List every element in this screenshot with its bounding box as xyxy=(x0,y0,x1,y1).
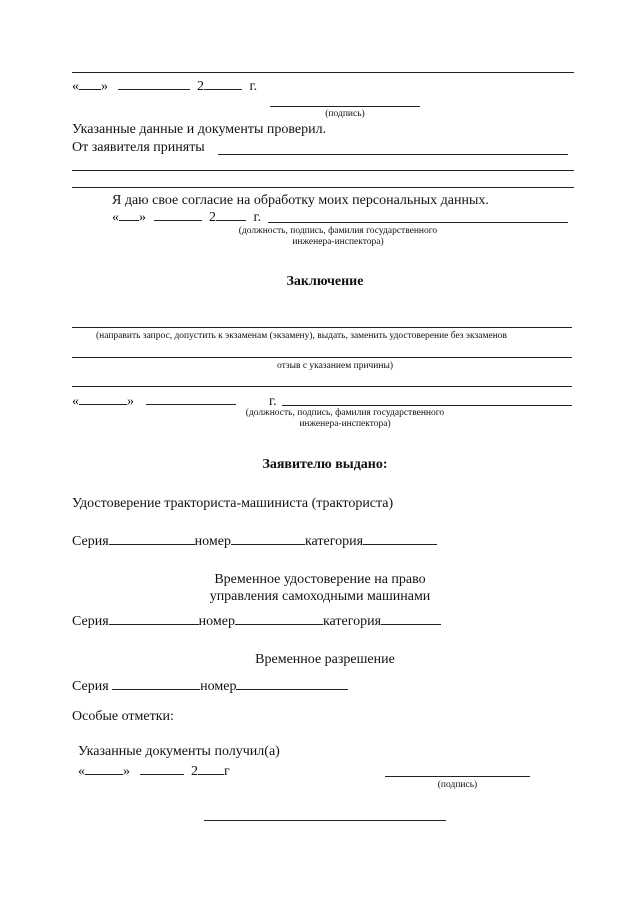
day-blank[interactable] xyxy=(119,208,139,221)
day-blank[interactable] xyxy=(85,762,123,775)
consent-caption-2: инженера-инспектора) xyxy=(292,237,384,247)
receipt-date-row xyxy=(78,762,230,780)
month-blank[interactable] xyxy=(146,392,236,405)
year-blank[interactable] xyxy=(216,208,246,221)
received-text: Указанные документы получил(а) xyxy=(78,744,280,759)
date-close-quote: » xyxy=(139,210,146,225)
date-open-quote: « xyxy=(72,79,79,94)
temp-cert-line-1: Временное удостоверение на право xyxy=(214,572,426,587)
checked-text: Указанные данные и документы проверил. xyxy=(72,122,327,137)
month-blank[interactable] xyxy=(154,208,202,221)
year-prefix: 2 xyxy=(209,210,216,225)
number-label: номер xyxy=(198,614,235,629)
special-notes-label: Особые отметки: xyxy=(72,709,174,724)
year-suffix: г. xyxy=(249,79,258,94)
number-label: номер xyxy=(194,534,231,549)
temp-permit-fields xyxy=(72,677,348,695)
date-open-quote: « xyxy=(78,764,85,779)
accepted-line[interactable] xyxy=(218,154,568,155)
conclusion-heading: Заключение xyxy=(286,274,364,289)
signature-caption-top: (подпись) xyxy=(325,109,365,119)
number-blank[interactable] xyxy=(235,612,323,625)
series-label: Серия xyxy=(72,534,109,549)
number-label: номер xyxy=(200,679,237,694)
day-blank[interactable] xyxy=(79,392,127,405)
conclusion-sig-caption-1: (должность, подпись, фамилия государственного xyxy=(245,408,445,418)
date-close-quote: » xyxy=(101,79,108,94)
date-close-quote: » xyxy=(123,764,130,779)
date-open-quote: « xyxy=(112,210,119,225)
series-blank[interactable] xyxy=(112,677,200,690)
year-suffix: г. xyxy=(253,210,262,225)
accepted-line-3[interactable] xyxy=(72,187,574,188)
category-label: категория xyxy=(304,534,364,549)
receipt-signature-line[interactable] xyxy=(385,776,530,777)
year-suffix: г. xyxy=(269,394,277,409)
year-prefix: 2 xyxy=(191,764,198,779)
temp-cert-fields xyxy=(72,612,441,630)
conclusion-sig-caption-2: инженера-инспектора) xyxy=(299,419,391,429)
category-blank[interactable] xyxy=(381,612,441,625)
signature-line-top xyxy=(270,106,420,107)
tractor-cert-label: Удостоверение тракториста-машиниста (тракториста) xyxy=(72,496,394,511)
temp-permit-label: Временное разрешение xyxy=(255,652,395,667)
consent-caption-1: (должность, подпись, фамилия государственного xyxy=(238,226,438,236)
date-close-quote: » xyxy=(127,394,134,409)
series-blank[interactable] xyxy=(109,532,195,545)
accepted-line-2[interactable] xyxy=(72,170,574,171)
number-blank[interactable] xyxy=(231,532,305,545)
conclusion-signature-line[interactable] xyxy=(282,405,572,406)
category-blank[interactable] xyxy=(363,532,437,545)
top-date-row xyxy=(72,77,257,95)
conclusion-line-1[interactable] xyxy=(72,327,572,328)
top-rule xyxy=(72,72,574,73)
month-blank[interactable] xyxy=(140,762,184,775)
number-blank[interactable] xyxy=(236,677,348,690)
consent-date-row xyxy=(112,208,261,226)
bottom-line[interactable] xyxy=(204,820,446,821)
conclusion-line-2[interactable] xyxy=(72,357,572,358)
year-blank[interactable] xyxy=(204,77,242,90)
series-label: Серия xyxy=(72,614,109,629)
month-blank[interactable] xyxy=(118,77,190,90)
receipt-signature-caption: (подпись) xyxy=(437,780,478,790)
consent-signature-line[interactable] xyxy=(268,222,568,223)
year-prefix: 2 xyxy=(197,79,204,94)
conclusion-line-3[interactable] xyxy=(72,386,572,387)
series-blank[interactable] xyxy=(109,612,199,625)
conclusion-caption-1: (направить запрос, допустить к экзаменам (экзамену), выдать, заменить удостоверение без экзаменов xyxy=(96,331,508,341)
temp-cert-line-2: управления самоходными машинами xyxy=(209,589,431,604)
accepted-label: От заявителя приняты xyxy=(72,140,205,155)
year-blank[interactable] xyxy=(198,762,224,775)
conclusion-caption-2: отзыв с указанием причины) xyxy=(276,361,394,371)
year-suffix: г xyxy=(224,764,230,779)
series-label: Серия xyxy=(72,679,109,694)
category-label: категория xyxy=(322,614,382,629)
issued-heading: Заявителю выдано: xyxy=(262,457,388,472)
consent-text: Я даю свое согласие на обработку моих персональных данных. xyxy=(112,193,489,208)
date-open-quote: « xyxy=(72,394,79,409)
day-blank[interactable] xyxy=(79,77,101,90)
tractor-cert-fields xyxy=(72,532,437,550)
